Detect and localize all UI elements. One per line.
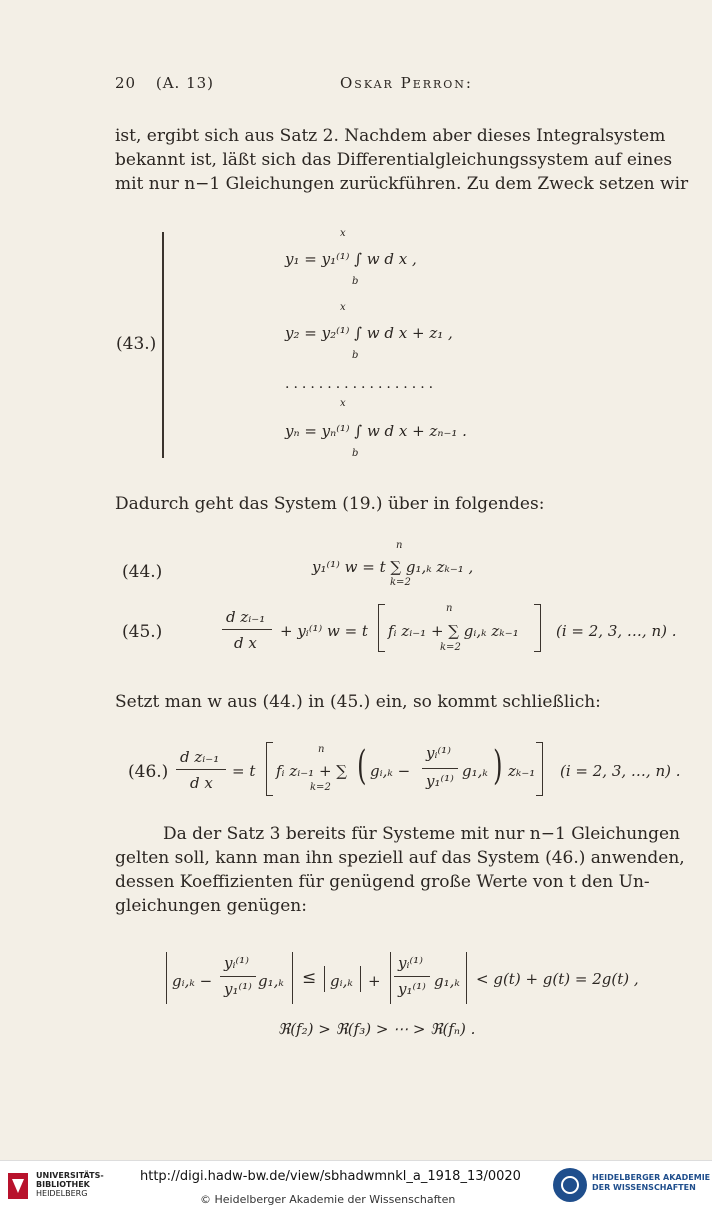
abs-bar	[324, 966, 325, 992]
equation-label-43: (43.)	[116, 334, 157, 354]
author-name: Oskar Perron:	[340, 74, 473, 92]
sum-lower: k=2	[310, 782, 331, 793]
academy-name: HEIDELBERGER AKADEMIE DER WISSENSCHAFTEN	[592, 1173, 711, 1192]
fraction-line	[394, 976, 430, 977]
equation-44-body: y₁⁽¹⁾ w = t ∑ g₁,ₖ zₖ₋₁ ,	[312, 558, 474, 576]
text-line: gelten soll, kann man ihn speziell auf das System (46.) anwenden,	[115, 848, 685, 868]
fraction-denominator: d x	[234, 634, 257, 652]
ineq-term-a: gᵢ,ₖ −	[172, 972, 213, 990]
integral-lower: b	[352, 276, 359, 287]
academy-seal-icon	[553, 1168, 587, 1202]
sum-upper: n	[446, 603, 453, 614]
fraction-denominator: d x	[190, 774, 213, 792]
footer-bar	[0, 1160, 712, 1215]
bracket-right	[534, 604, 541, 652]
page-number: 20	[115, 74, 137, 92]
text-line: Da der Satz 3 bereits für Systeme mit nur n−1 Gleichungen	[163, 824, 680, 844]
text-line: bekannt ist, läßt sich das Differentialgleichungssystem auf eines	[115, 150, 673, 170]
fraction-line	[222, 629, 272, 630]
integral-lower: b	[352, 448, 359, 459]
abs-bar	[166, 952, 167, 1004]
bracket-right	[536, 742, 543, 796]
text-line: dessen Koeffizienten für genügend große Werte von t den Un-	[115, 872, 650, 892]
library-logo-icon	[6, 1171, 30, 1201]
real-part-inequality: ℜ(f₂) > ℜ(f₃) > ⋯ > ℜ(fₙ) .	[278, 1020, 476, 1038]
library-name: UNIVERSITÄTS- BIBLIOTHEK HEIDELBERG	[36, 1171, 104, 1198]
paragraph-3	[115, 690, 675, 714]
equation-brace	[162, 232, 164, 458]
text-line: ist, ergibt sich aus Satz 2. Nachdem aber dieses Integralsystem	[115, 126, 666, 146]
paragraph-2	[115, 492, 675, 516]
paren-left: (	[357, 743, 367, 789]
le-sign: ≤	[302, 968, 317, 988]
abs-bar	[292, 952, 293, 1004]
equation-43-row-1: y₁ = y₁⁽¹⁾ ∫ w d x ,	[285, 250, 417, 268]
sum-lower: k=2	[440, 642, 461, 653]
ineq-term-c: gᵢ,ₖ	[330, 972, 353, 990]
ineq-term-d: g₁,ₖ	[434, 972, 460, 990]
paren-right: )	[493, 743, 503, 789]
fraction-numerator: d zᵢ₋₁	[180, 748, 220, 766]
after-paren: zₖ₋₁	[508, 762, 536, 780]
paren-term-a: gᵢ,ₖ −	[370, 762, 411, 780]
permalink-url[interactable]: http://digi.hadw-bw.de/view/sbhadwmnkl_a_1918_13/0020	[140, 1169, 521, 1184]
fraction-denominator: y₁⁽¹⁾	[224, 980, 252, 998]
equation-43-row-3: yₙ = yₙ⁽¹⁾ ∫ w d x + zₙ₋₁ .	[285, 422, 467, 440]
abs-bar	[360, 966, 361, 992]
abs-bar	[466, 952, 467, 1004]
abs-bar	[390, 952, 391, 1004]
integral-lower: b	[352, 350, 359, 361]
fraction-line	[220, 976, 256, 977]
fraction-numerator: yᵢ⁽¹⁾	[224, 954, 249, 972]
equation-label-44: (44.)	[122, 562, 163, 582]
equation-43-row-2: y₂ = y₂⁽¹⁾ ∫ w d x + z₁ ,	[285, 324, 453, 342]
integral-upper: x	[340, 302, 346, 313]
bracket-left	[266, 742, 273, 796]
fraction-line	[422, 768, 458, 769]
index-range: (i = 2, 3, …, n) .	[560, 762, 681, 780]
ineq-rest: < g(t) + g(t) = 2g(t) ,	[476, 970, 639, 988]
equation-label-45: (45.)	[122, 622, 163, 642]
sum-upper: n	[318, 744, 325, 755]
integral-upper: x	[340, 228, 346, 239]
section-ref: (A. 13)	[155, 74, 215, 92]
fraction-numerator: yᵢ⁽¹⁾	[426, 744, 451, 762]
equation-label-46: (46.)	[128, 762, 169, 782]
fraction-line	[176, 769, 226, 770]
copyright-notice: © Heidelberger Akademie der Wissenschaften	[200, 1193, 456, 1206]
fraction-denominator: y₁⁽¹⁾	[398, 980, 426, 998]
integral-upper: x	[340, 398, 346, 409]
bracket-left	[378, 604, 385, 652]
equals-t: = t	[232, 762, 256, 780]
paragraph-4	[115, 822, 685, 918]
sum-lower: k=2	[390, 577, 411, 588]
ellipsis-row: ..................	[285, 376, 438, 392]
running-header	[115, 74, 672, 92]
equation-45-lhs: + yᵢ⁽¹⁾ w = t	[280, 622, 368, 640]
text-line: Dadurch geht das System (19.) über in folgendes:	[115, 494, 545, 514]
fraction-numerator: yᵢ⁽¹⁾	[398, 954, 423, 972]
text-line: mit nur n−1 Gleichungen zurückführen. Zu dem Zweck setzen wir	[115, 174, 689, 194]
plus-sign: +	[368, 972, 381, 990]
index-range: (i = 2, 3, …, n) .	[556, 622, 677, 640]
bracket-start: fᵢ zᵢ₋₁ + ∑	[276, 762, 348, 780]
text-line: Setzt man w aus (44.) in (45.) ein, so kommt schließlich:	[115, 692, 601, 712]
sum-upper: n	[396, 540, 403, 551]
ineq-term-b: g₁,ₖ	[258, 972, 284, 990]
text-line: gleichungen genügen:	[115, 896, 307, 916]
fraction-numerator: d zᵢ₋₁	[226, 608, 266, 626]
paren-term-b: g₁,ₖ	[462, 762, 488, 780]
paragraph-1	[115, 124, 689, 196]
fraction-denominator: y₁⁽¹⁾	[426, 772, 454, 790]
bracket-content: fᵢ zᵢ₋₁ + ∑ gᵢ,ₖ zₖ₋₁	[388, 622, 519, 640]
